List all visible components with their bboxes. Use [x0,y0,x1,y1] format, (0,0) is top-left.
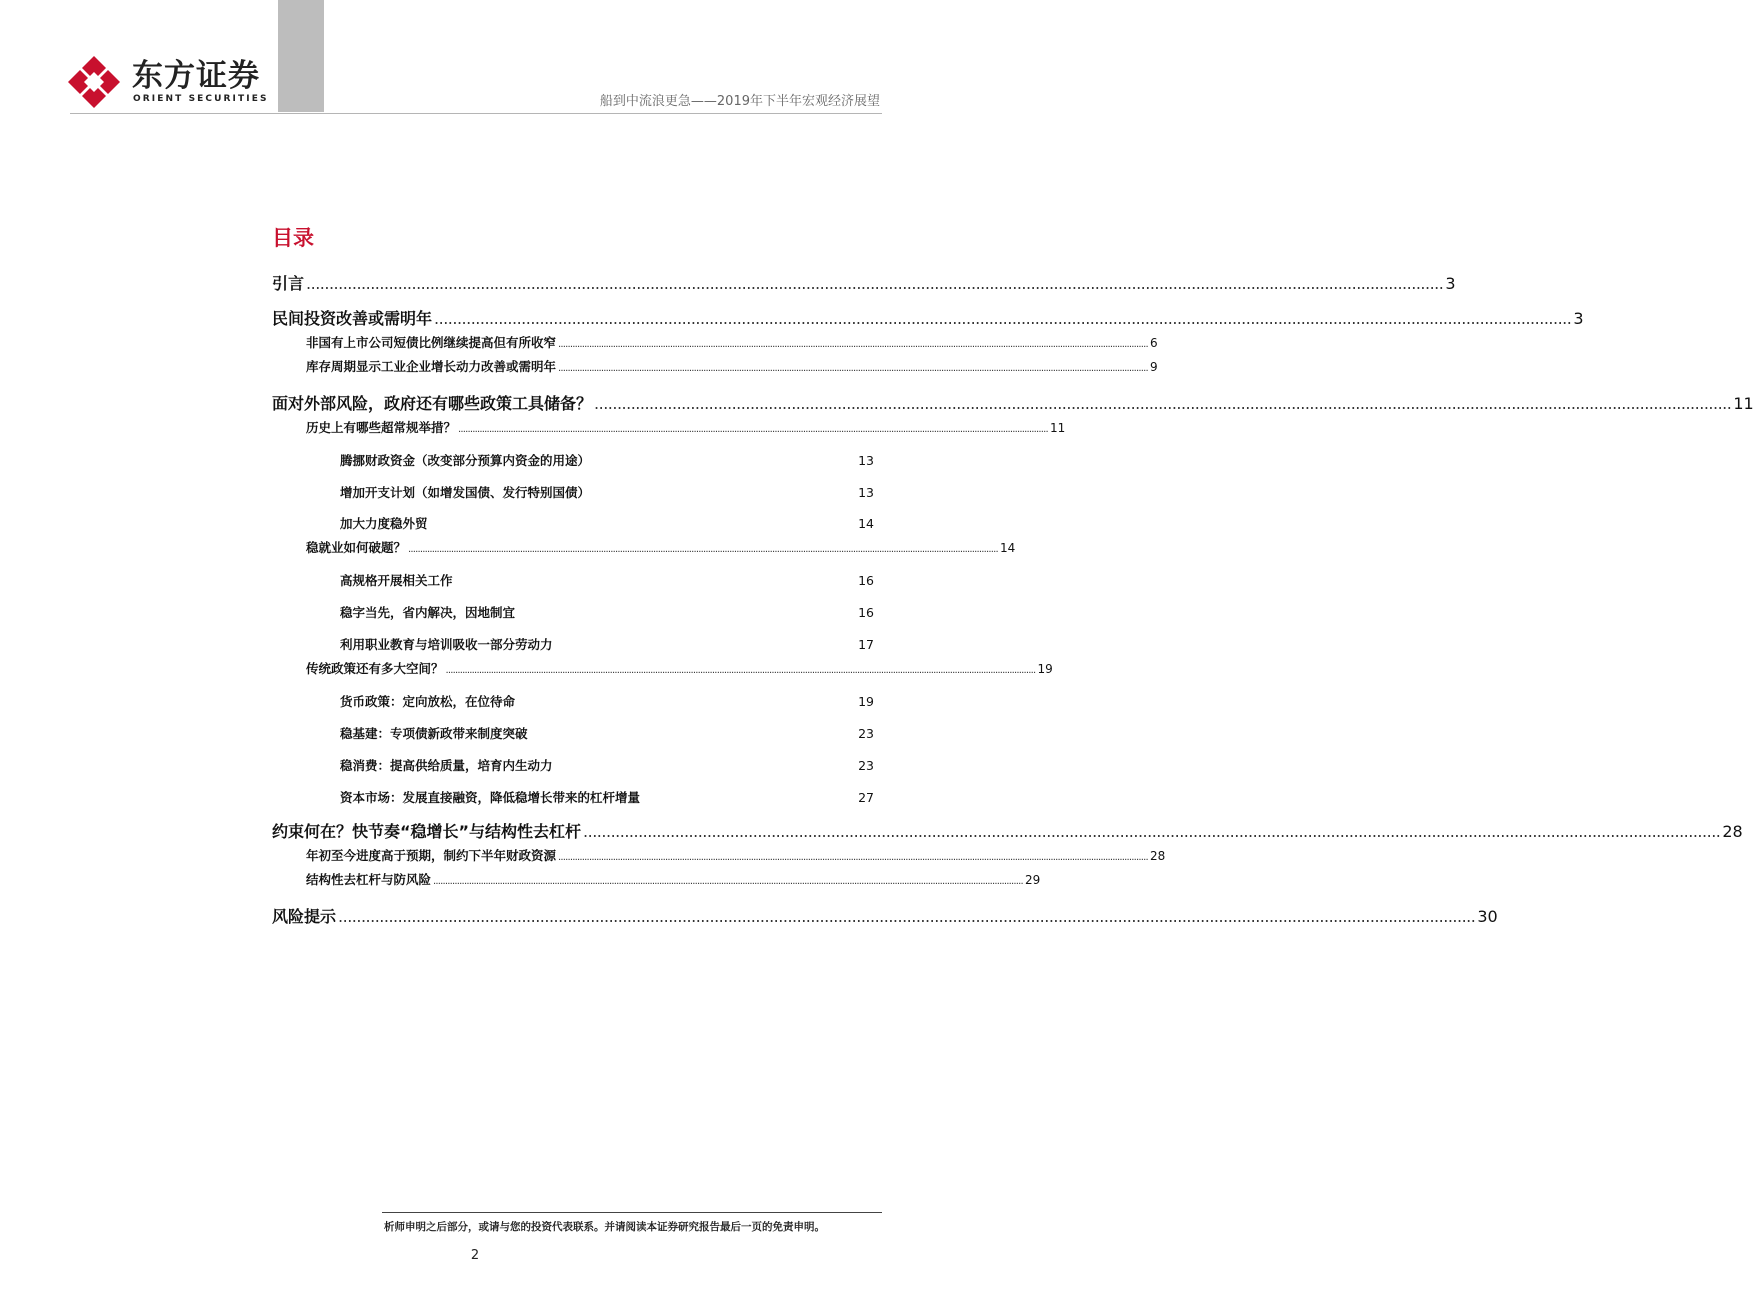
toc-entry-page: 29 [1024,873,1041,887]
toc-entry[interactable] [272,391,1754,414]
toc-entry-title: 货币政策：定向放松，在位待命 [340,694,516,709]
toc-entry-page: 13 [858,485,874,500]
toc-entry[interactable] [306,870,1041,888]
toc-entry-title: 腾挪财政资金（改变部分预算内资金的用途） [340,453,591,468]
header-gray-bar [278,0,324,112]
toc-entry-title: 引言 [272,274,305,293]
toc-entry-title: 稳字当先，省内解决，因地制宜 [340,605,516,620]
report-title: 船到中流浪更急——2019年下半年宏观经济展望 [599,94,880,109]
toc-entry-title: 库存周期显示工业企业增长动力改善或需明年 [306,359,557,374]
toc-entry-title: 加大力度稳外贸 [340,516,428,531]
toc-entry-title: 非国有上市公司短债比例继续提高但有所收窄 [306,335,557,350]
toc-entry-page: 16 [858,573,874,588]
toc-entry[interactable] [306,659,1053,677]
toc-entry-title: 历史上有哪些超常规举措？ [306,420,457,435]
toc-entry-title: 资本市场：发展直接融资，降低稳增长带来的杠杆增量 [340,790,641,805]
toc-leader-dots: ........................................................................................................................................................................................................................................................ [458,424,1048,435]
brand-name-cn: 东方证券 [132,58,260,94]
toc-entry[interactable] [306,357,1158,375]
toc-leader-dots: ........................................................................................................................................................................................................................................................ [408,544,998,555]
toc-entry-title: 高规格开展相关工作 [340,573,453,588]
toc-entry-page: 19 [1037,662,1053,676]
toc-entry[interactable] [272,306,1584,329]
toc-entry-page: 13 [858,453,874,468]
toc-leader-dots: ........................................................................................................................................................................................................................................................ [558,852,1148,863]
toc-entry-page: 19 [858,694,874,709]
footer-divider [382,1212,882,1213]
brand-name-en: ORIENT SECURITIES [133,94,269,104]
company-logo [66,54,269,110]
toc-entry[interactable] [306,418,1066,436]
toc-entry-title: 利用职业教育与培训吸收一部分劳动力 [340,637,553,652]
toc-entry[interactable] [272,904,1498,927]
toc-entry-title: 稳就业如何破题？ [306,540,407,555]
toc-entry-page: 30 [1477,907,1498,926]
toc-entry-page: 23 [858,726,874,741]
toc-entry-title: 约束何在？快节奏“稳增长”与结构性去杠杆 [272,822,582,841]
toc-entry-page: 6 [1149,336,1158,350]
toc-entry-page: 11 [1733,394,1754,413]
toc-entry-page: 27 [858,790,874,805]
toc-entry-page: 14 [999,541,1016,555]
toc-entry-title: 民间投资改善或需明年 [272,309,433,328]
toc-leader-dots: ........................................................................................................................................................................................................................................................ [433,876,1023,887]
header-divider [70,113,882,114]
toc-entry-page: 28 [1149,849,1166,863]
toc-entry[interactable] [340,603,874,621]
toc-entry[interactable] [340,756,874,774]
toc-heading: 目录 [272,226,314,250]
toc-entry[interactable] [272,819,1743,842]
toc-entry-page: 17 [858,637,874,652]
toc-entry[interactable] [340,571,874,589]
toc-entry-title: 面对外部风险，政府还有哪些政策工具储备？ [272,394,593,413]
page-number: 2 [470,1248,480,1263]
toc-entry[interactable] [340,788,874,806]
toc-entry-title: 风险提示 [272,907,337,926]
toc-entry-page: 28 [1722,822,1743,841]
toc-entry-page: 23 [858,758,874,773]
toc-entry-title: 稳消费：提高供给质量，培育内生动力 [340,758,553,773]
toc-entry[interactable] [306,538,1016,556]
toc-entry-page: 14 [858,516,874,531]
toc-entry-title: 传统政策还有多大空间？ [306,661,444,676]
toc-entry[interactable] [340,514,874,532]
toc-entry[interactable] [306,333,1158,351]
toc-entry-title: 年初至今进度高于预期，制约下半年财政资源 [306,848,557,863]
footer-disclaimer: 析师申明之后部分，或请与您的投资代表联系。并请阅读本证券研究报告最后一页的免责申明。 [384,1221,825,1233]
toc-entry[interactable] [340,692,874,710]
toc-entry[interactable] [340,451,874,469]
orient-securities-logo-icon [66,54,122,110]
toc-leader-dots: ........................................................................................................................................................................................................................................................ [306,274,1444,293]
toc-leader-dots: ........................................................................................................................................................................................................................................................ [583,822,1721,841]
toc-entry[interactable] [272,271,1456,294]
toc-entry-title: 增加开支计划（如增发国债、发行特别国债） [340,485,591,500]
toc-entry[interactable] [306,846,1166,864]
toc-entry-title: 结构性去杠杆与防风险 [306,872,432,887]
toc-entry-title: 稳基建：专项债新政带来制度突破 [340,726,528,741]
toc-entry[interactable] [340,483,874,501]
toc-leader-dots: ........................................................................................................................................................................................................................................................ [445,665,1036,676]
toc-leader-dots: ........................................................................................................................................................................................................................................................ [338,907,1476,926]
toc-entry[interactable] [340,724,874,742]
toc-entry-page: 9 [1149,360,1158,374]
toc-leader-dots: ........................................................................................................................................................................................................................................................ [434,309,1572,328]
toc-leader-dots: ........................................................................................................................................................................................................................................................ [594,394,1732,413]
toc-entry-page: 11 [1049,421,1066,435]
toc-leader-dots: ........................................................................................................................................................................................................................................................ [558,363,1148,374]
toc-entry-page: 3 [1445,274,1456,293]
toc-entry-page: 16 [858,605,874,620]
toc-entry[interactable] [340,635,874,653]
toc-leader-dots: ........................................................................................................................................................................................................................................................ [558,339,1148,350]
toc-entry-page: 3 [1573,309,1584,328]
